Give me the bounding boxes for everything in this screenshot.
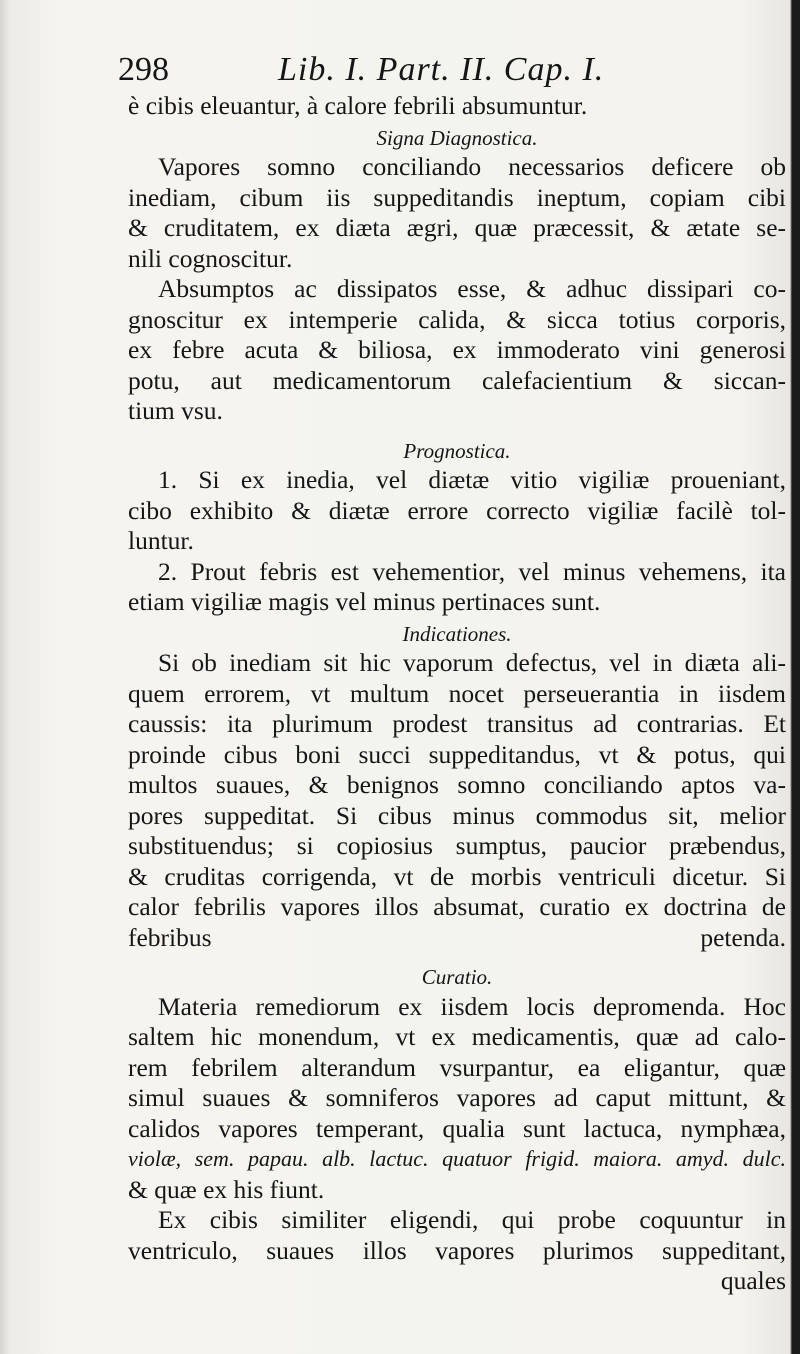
text-line: proinde cibus boni succi suppeditandus, vt & potus, qui [128,739,786,769]
text-line: quem errorem, vt multum nocet perseuerantia in iisdem [128,678,786,708]
text-line: Absumptos ac dissipatos esse, & adhuc dissipari co- [158,274,786,303]
text-line: rem febrilem alterandum vsurpantur, ea eligantur, quæ [128,1052,786,1082]
text-line: saltem hic monendum, vt ex medicamentis, quæ ad calo- [128,1022,786,1051]
section-heading-curatio: Curatio. [421,965,493,989]
text-line: substituendus; si copiosius sumptus, paucior præbendus, [128,831,786,860]
text-line: caussis: ita plurimum prodest transitus ad contrarias. Et [128,709,786,738]
page-body [128,91,786,1297]
text-line: nili cognoscitur. [128,243,293,273]
text-line: simul suaues & somniferos vapores ad caput mittunt, & [128,1083,786,1112]
text-line: ventriculo, suaues illos vapores plurimos suppeditant, [128,1235,786,1265]
text-line: tium vsu. [128,396,223,425]
text-line: potu, aut medicamentorum calefacientium & siccan- [128,365,786,395]
text-line: Vapores somno conciliando necessarios deficere ob [158,152,786,181]
catchword: quales [720,1266,786,1295]
text-line: calor febrilis vapores illos absumat, curatio ex doctrina de [128,892,786,921]
text-line: & quæ ex his fiunt. [128,1174,325,1204]
text-line: etiam vigiliæ magis vel minus pertinaces sunt. [128,587,601,616]
text-line: gnoscitur ex intemperie calida, & sicca totius corporis, [128,304,786,334]
text-line: febribus petenda. [128,922,786,952]
text-line: cibo exhibito & diætæ errore correcto vigiliæ facilè tol- [128,495,786,525]
text-line: è cibis eleuantur, à calore febrili absumuntur. [128,91,588,120]
text-line: & cruditatem, ex diæta ægri, quæ præcessit, & ætate se- [128,213,786,242]
text-line: Ex cibis similiter eligendi, qui probe coquuntur in [158,1205,786,1234]
text-line: inediam, cibum iis suppeditandis ineptum, copiam cibi [128,182,786,212]
text-line: violæ, sem. papau. alb. lactuc. quatuor frigid. maiora. amyd. dulc. [128,1146,786,1171]
section-heading-indicationes: Indicationes. [402,621,512,646]
text-line: pores suppeditat. Si cibus minus commodus sit, melior [128,800,786,830]
text-line: ex febre acuta & biliosa, ex immoderato vini generosi [128,335,786,364]
section-heading-signa: Signa Diagnostica. [376,125,538,150]
text-line: calidos vapores temperant, qualia sunt lactuca, nymphæa, [128,1113,786,1143]
running-head: Lib. I. Part. II. Cap. I. [278,51,605,88]
text-line: & cruditas corrigenda, vt de morbis ventriculi dicetur. Si [128,861,786,891]
section-heading-prognostica: Prognostica. [403,438,511,463]
text-line: 2. Prout febris est vehementior, vel minus vehemens, ita [158,556,786,586]
text-line: Si ob inediam sit hic vaporum defectus, vel in diæta ali- [158,648,786,677]
text-line: Materia remediorum ex iisdem locis depromenda. Hoc [158,991,786,1021]
text-line: luntur. [128,526,194,555]
page-number: 298 [118,51,169,88]
text-line: multos suaues, & benignos somno conciliando aptos va- [128,770,786,799]
text-line: 1. Si ex inedia, vel diætæ vitio vigiliæ proueniant, [158,465,786,494]
